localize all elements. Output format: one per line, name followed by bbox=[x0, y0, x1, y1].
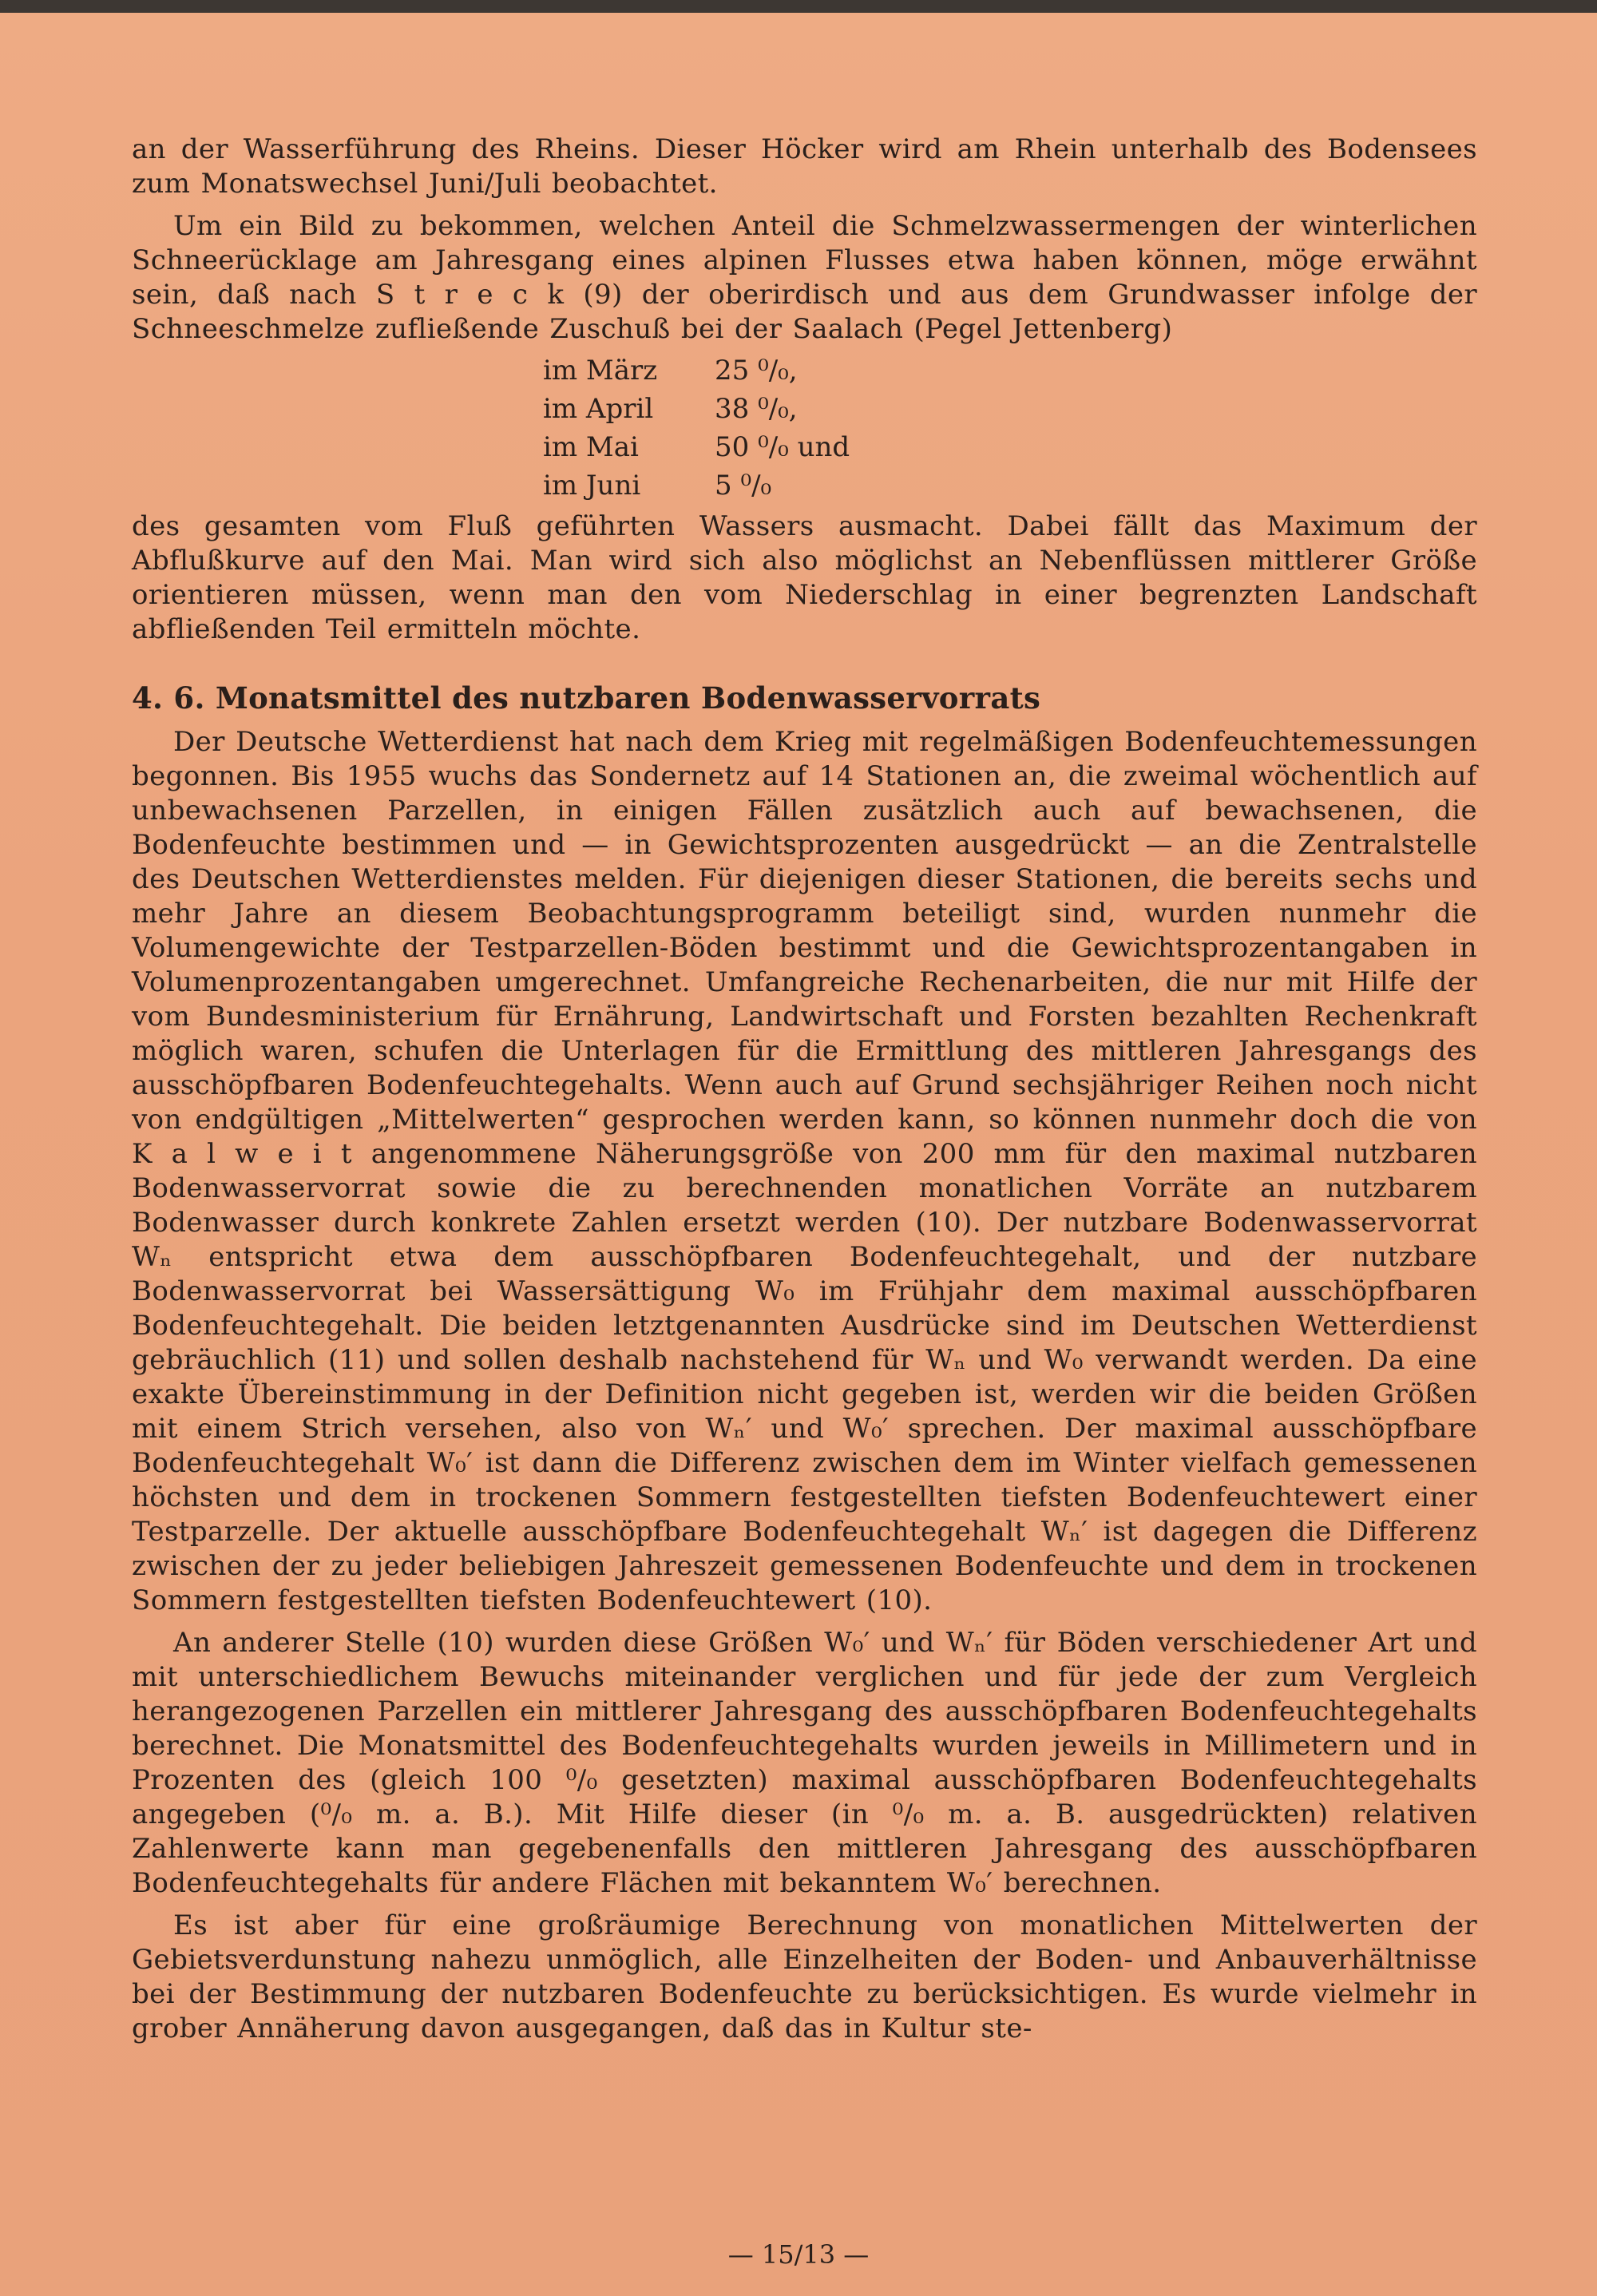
list-value: 5 ⁰/₀ bbox=[715, 470, 772, 502]
scan-top-edge bbox=[0, 0, 1597, 13]
paragraph-soil-moisture: Der Deutsche Wetterdienst hat nach dem Krieg mit regelmäßigen Bodenfeuchtemessungen begonnen. Bis 1955 wuchs das Sondernetz auf 14 Stationen an, die zweimal wöchentlich auf unbewachsenen Parzellen, in einigen Fällen zusätzlich auch auf bewachsenen, die Bodenfeuchte bestimmen und — in Gewichtsprozenten ausgedrückt — an die Zentralstelle des Deutschen Wetterdienstes melden. Für diejenigen dieser Stationen, die bereits sechs und mehr Jahre an diesem Beobachtungsprogramm beteiligt sind, wurden nunmehr die Volumengewichte der Testparzellen-Böden bestimmt und die Gewichtsprozentangaben in Volumenprozentangaben umgerechnet. Umfangreiche Rechenarbeiten, die nur mit Hilfe der vom Bundesministerium für Ernährung, Landwirtschaft und Forsten bezahlten Rechenkraft möglich waren, schufen die Unterlagen für die Ermittlung des mittleren Jahresgangs des ausschöpfbaren Bodenfeuchtegehalts. Wenn auch auf Grund sechsjähriger Reihen noch nicht von endgültigen „Mittelwerten“ gesprochen werden kann, so können nunmehr doch die von K a l w e i t angenommene Näherungsgröße von 200 mm für den maximal nutzbaren Bodenwasservorrat sowie die zu berechnenden monatlichen Vorräte an nutzbarem Bodenwasser durch konkrete Zahlen ersetzt werden (10). Der nutzbare Bodenwasservorrat Wₙ entspricht etwa dem ausschöpfbaren Bodenfeuchtegehalt, und der nutzbare Bodenwasservorrat bei Wassersättigung W₀ im Frühjahr dem maximal ausschöpfbaren Bodenfeuchtegehalt. Die beiden letztgenannten Ausdrücke sind im Deutschen Wetterdienst gebräuchlich (11) und sollen deshalb nachstehend für Wₙ und W₀ verwandt werden. Da eine exakte Übereinstimmung in der Definition nicht gegeben ist, werden wir die beiden Größen mit einem Strich versehen, also von Wₙ′ und W₀′ sprechen. Der maximal ausschöpfbare Bodenfeuchtegehalt W₀′ ist dann die Differenz zwischen dem im Winter vielfach gemessenen höchsten und dem in trockenen Sommern festgestellten tiefsten Bodenfeuchtewert einer Testparzelle. Der aktuelle ausschöpfbare Bodenfeuchtegehalt Wₙ′ ist dagegen die Differenz zwischen der zu jeder beliebigen Jahreszeit gemessenen Bodenfeuchte und dem in trockenen Sommern festgestellten tiefsten Bodenfeuchtewert (10). bbox=[132, 726, 1477, 1616]
list-value: 38 ⁰/₀, bbox=[715, 393, 798, 425]
list-item bbox=[543, 466, 1477, 505]
list-value: 25 ⁰/₀, bbox=[715, 355, 798, 387]
page-number: — 15/13 — bbox=[727, 2239, 870, 2270]
list-value: 50 ⁰/₀ und bbox=[715, 431, 850, 463]
document-page bbox=[0, 13, 1597, 2296]
paragraph-continuation: an der Wasserführung des Rheins. Dieser Höcker wird am Rhein unterhalb des Bodensees zum Monatswechsel Juni/Juli beobachtet. bbox=[132, 133, 1477, 200]
paragraph-comparison: An anderer Stelle (10) wurden diese Größen W₀′ und Wₙ′ für Böden verschiedener Art und mit unterschiedlichem Bewuchs miteinander verglichen und für jede der zum Vergleich herangezogenen Parzellen ein mittlerer Jahresgang des ausschöpfbaren Bodenfeuchtegehalts berechnet. Die Monatsmittel des Bodenfeuchtegehalts wurden jeweils in Millimetern und in Prozenten des (gleich 100 ⁰/₀ gesetzten) maximal ausschöpfbaren Bodenfeuchtegehalts angegeben (⁰/₀ m. a. B.). Mit Hilfe dieser (in ⁰/₀ m. a. B. ausgedrückten) relativen Zahlenwerte kann man gegebenenfalls den mittleren Jahresgang des ausschöpfbaren Bodenfeuchtegehalts für andere Flächen mit bekanntem W₀′ berechnen. bbox=[132, 1627, 1477, 1899]
paragraph-snowmelt: Um ein Bild zu bekommen, welchen Anteil die Schmelzwassermengen der winterlichen Schneerücklage am Jahresgang eines alpinen Flusses etwa haben können, möge erwähnt sein, daß nach S t r e c k (9) der oberirdisch und aus dem Grundwasser infolge der Schneeschmelze zufließende Zuschuß bei der Saalach (Pegel Jettenberg) bbox=[132, 210, 1477, 345]
list-item bbox=[543, 428, 1477, 466]
section-heading: 4. 6. Monatsmittel des nutzbaren Bodenwasservorrats bbox=[132, 680, 1041, 716]
list-month: im April bbox=[543, 393, 654, 425]
list-month: im März bbox=[543, 355, 658, 387]
paragraph-evaporation: Es ist aber für eine großräumige Berechnung von monatlichen Mittelwerten der Gebietsverdunstung nahezu unmöglich, alle Einzelheiten der Boden- und Anbauverhältnisse bei der Bestimmung der nutzbaren Bodenfeuchte zu berücksichtigen. Es wurde vielmehr in grober Annäherung davon ausgegangen, daß das in Kultur ste- bbox=[132, 1909, 1477, 2044]
list-month: im Juni bbox=[543, 470, 641, 502]
paragraph-runoff: des gesamten vom Fluß geführten Wassers ausmacht. Dabei fällt das Maximum der Abflußkurve auf den Mai. Man wird sich also möglichst an Nebenflüssen mittlerer Größe orientieren müssen, wenn man den vom Niederschlag in einer begrenzten Landschaft abfließenden Teil ermitteln möchte. bbox=[132, 510, 1477, 645]
list-month: im Mai bbox=[543, 431, 639, 463]
document-body bbox=[132, 133, 1477, 2046]
list-item bbox=[543, 390, 1477, 428]
snowmelt-share-list bbox=[543, 351, 1477, 505]
list-item bbox=[543, 351, 1477, 390]
